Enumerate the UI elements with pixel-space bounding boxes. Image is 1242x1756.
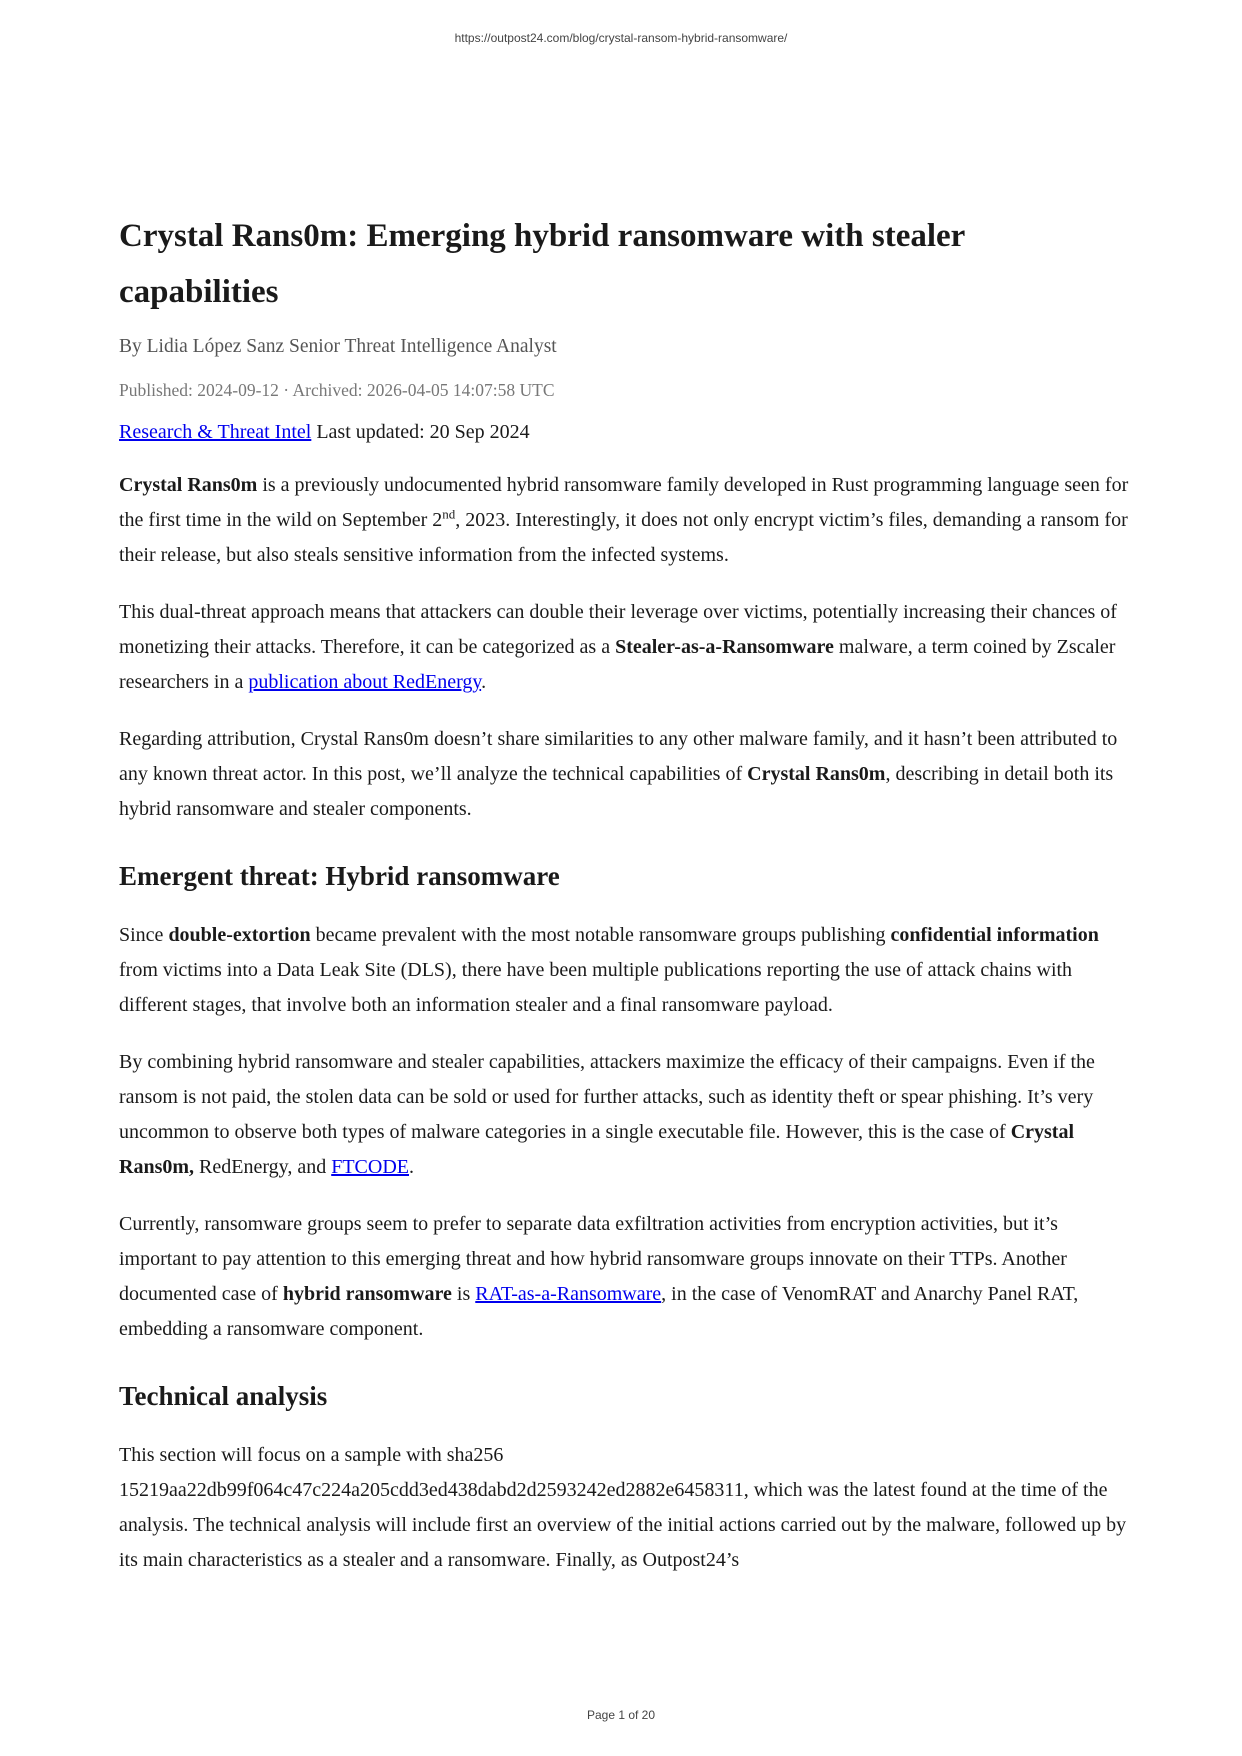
paragraph-attribution <box>119 722 1129 827</box>
text: from victims into a Data Leak Site (DLS), there have been multiple publications reporting the use of attack chains with different stages, that involve both an information stealer and a final ransomware payload. <box>119 959 1073 1016</box>
text: malware, a term coined by Zscaler researchers in a <box>119 636 1116 693</box>
bold-text: double-extortion <box>168 924 311 946</box>
superscript: nd <box>442 506 456 522</box>
text: Currently, ransomware groups seem to prefer to separate data exfiltration activities from encryption activities, but it’s important to pay attention to this emerging threat and how hybrid ransomware groups innovate on their TTPs. Another documented case of <box>119 1213 1067 1305</box>
bold-text: Crystal Rans0m <box>119 474 258 496</box>
paragraph-combining <box>119 1045 1129 1185</box>
text: By combining hybrid ransomware and stealer capabilities, attackers maximize the efficacy of their campaigns. Even if the ransom is not paid, the stolen data can be sold or used for further attacks, such as identity theft or spear phishing. It’s very uncommon to observe both types of malware categories in a single executable file. However, this is the case of <box>119 1051 1095 1143</box>
published-date: Published: 2024-09-12 · Archived: 2026-04-05 14:07:58 UTC <box>119 380 555 400</box>
ftcode-link[interactable]: FTCODE <box>331 1156 409 1178</box>
bold-text: hybrid ransomware <box>282 1283 452 1305</box>
article-meta <box>119 421 1129 444</box>
text: . <box>481 671 487 693</box>
paragraph-dual-threat <box>119 595 1129 700</box>
text: , 2023. Interestingly, it does not only encrypt victim’s files, demanding a ransom for their release, but also steals sensitive information from the infected systems. <box>119 509 1128 566</box>
bold-text: confidential information <box>890 924 1099 946</box>
paragraph-intro <box>119 468 1129 573</box>
text: is <box>451 1283 476 1305</box>
paragraph-currently <box>119 1207 1129 1347</box>
text: Regarding attribution, Crystal Rans0m doesn’t share similarities to any other malware family, and it hasn’t been attributed to any known threat actor. In this post, we’ll analyze the technical capabilities of <box>119 728 1118 785</box>
text: , describing in detail both its hybrid ransomware and stealer components. <box>119 763 1114 820</box>
article <box>119 208 1129 1600</box>
section-heading-technical-analysis: Technical analysis <box>119 1381 328 1411</box>
page-url: https://outpost24.com/blog/crystal-ransom-hybrid-ransomware/ <box>454 31 788 45</box>
page-number: Page 1 of 20 <box>586 1708 656 1722</box>
text: . <box>409 1156 414 1178</box>
paragraph-double-extortion <box>119 918 1129 1023</box>
text: became prevalent with the most notable ransomware groups publishing <box>310 924 891 946</box>
text: This dual-threat approach means that attackers can double their leverage over victims, potentially increasing their chances of monetizing their attacks. Therefore, it can be categorized as a <box>119 601 1117 658</box>
rat-as-a-ransomware-link[interactable]: RAT-as-a-Ransomware <box>475 1283 662 1305</box>
last-updated: Last updated: 20 Sep 2024 <box>311 421 530 443</box>
text: RedEnergy, and <box>194 1156 332 1178</box>
bold-text: Stealer-as-a-Ransomware <box>615 636 834 658</box>
text: , in the case of VenomRAT and Anarchy Panel RAT, embedding a ransomware component. <box>119 1283 1079 1340</box>
bold-text: Crystal Rans0m <box>747 763 886 785</box>
section-heading-emergent-threat: Emergent threat: Hybrid ransomware <box>119 861 560 891</box>
text: Since <box>119 924 169 946</box>
paragraph-technical: This section will focus on a sample with sha256 15219aa22db99f064c47c224a205cdd3ed438dabd2d2593242ed2882e6458311, which was the latest found at the time of the analysis. The technical analysis will include first an overview of the initial actions carried out by the malware, followed up by its main characteristics as a stealer and a ransomware. Finally, as Outpost24’s <box>119 1444 1127 1571</box>
article-title: Crystal Rans0m: Emerging hybrid ransomware with stealer capabilities <box>119 218 965 310</box>
category-link[interactable]: Research & Threat Intel <box>119 421 312 443</box>
text: is a previously undocumented hybrid ransomware family developed in Rust programming language seen for the first time in the wild on September 2 <box>119 474 1129 531</box>
bold-text: Crystal Rans0m, <box>119 1121 1075 1178</box>
byline: By Lidia López Sanz Senior Threat Intelligence Analyst <box>119 336 557 357</box>
redenergy-link[interactable]: publication about RedEnergy <box>248 671 482 693</box>
